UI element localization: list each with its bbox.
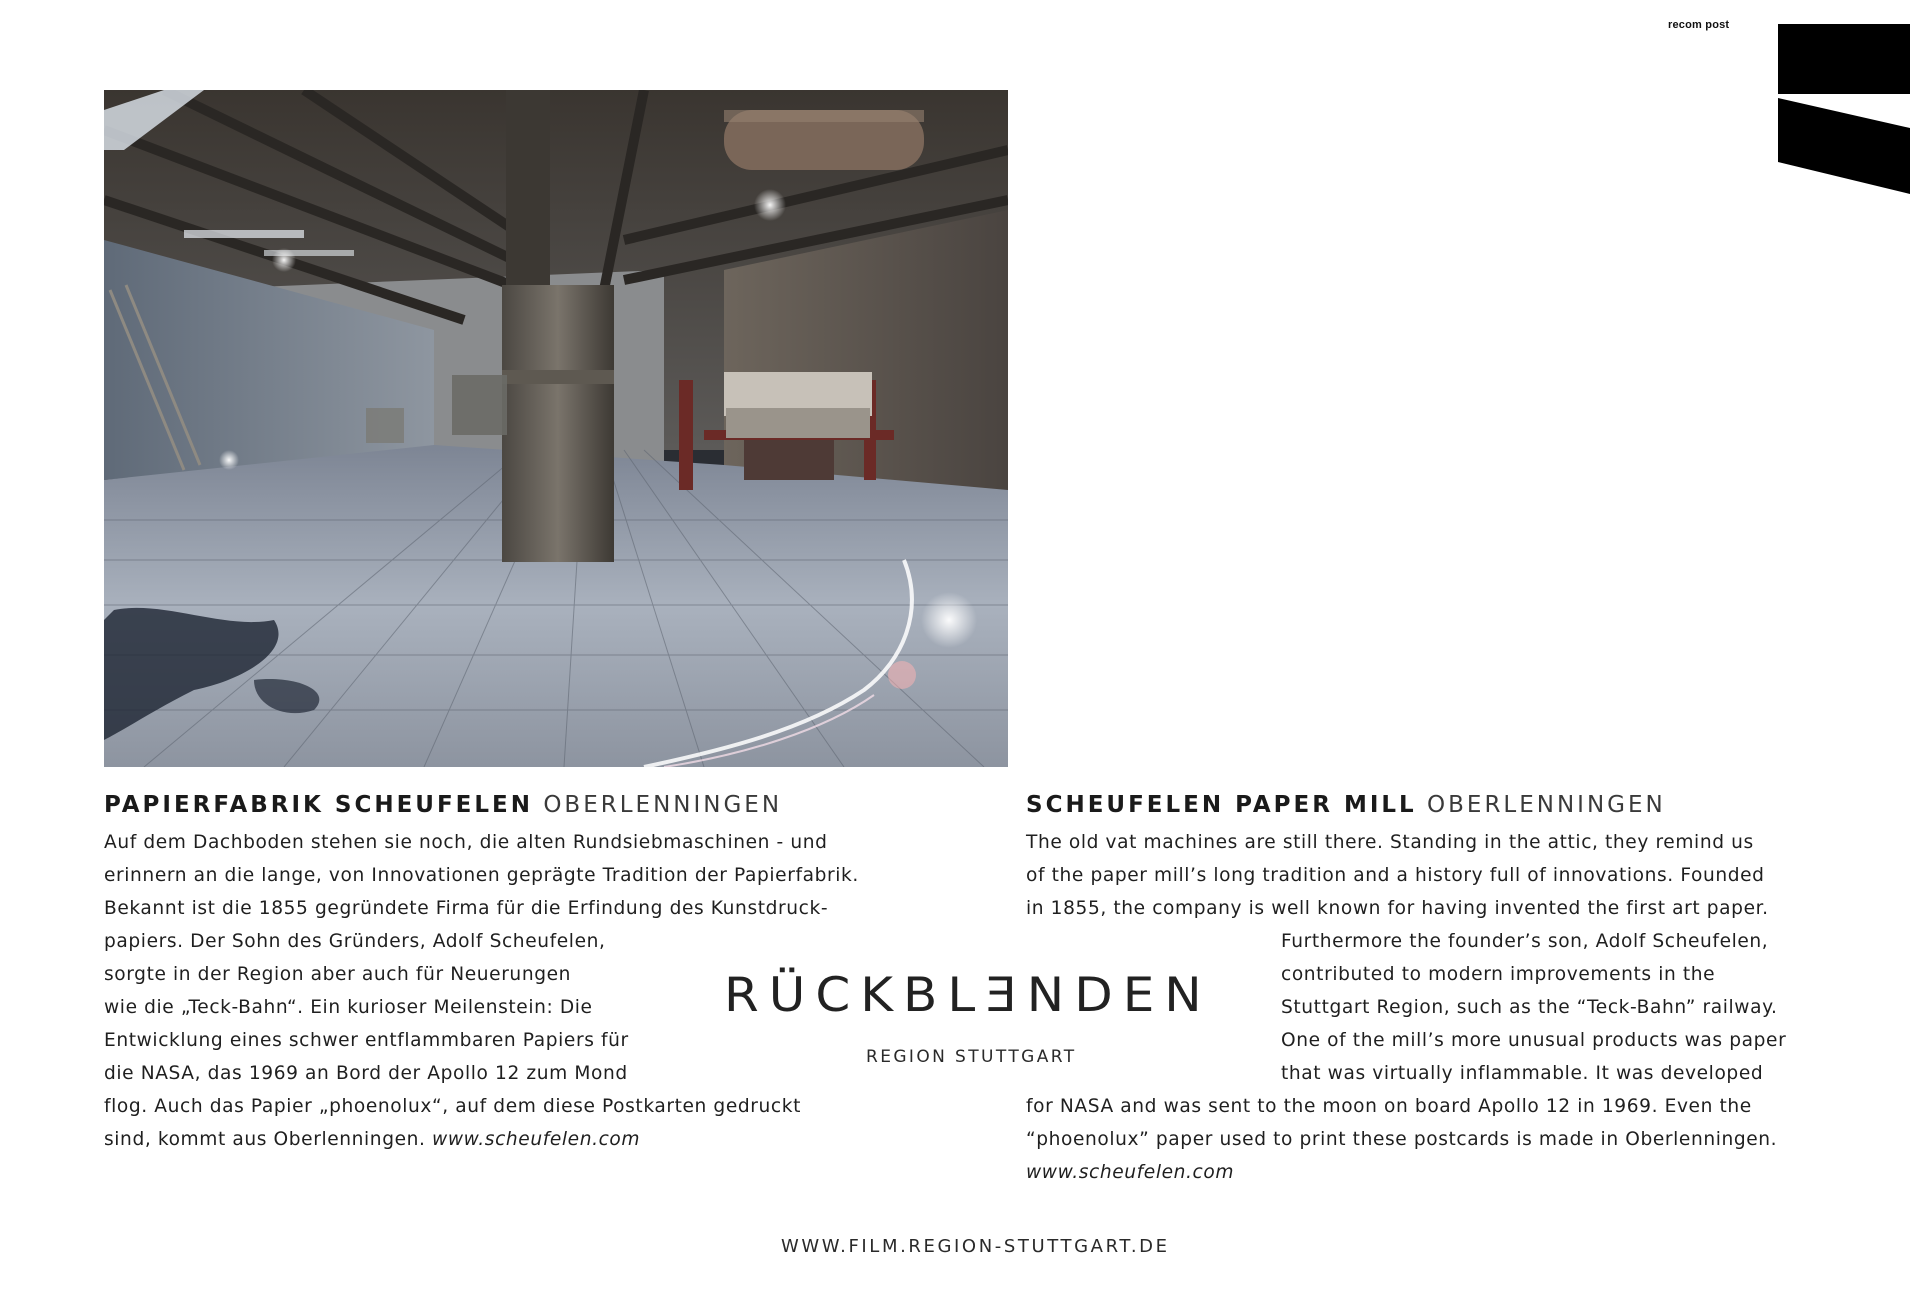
english-heading-bold: SCHEUFELEN PAPER MILL [1026, 792, 1417, 818]
english-heading [1026, 792, 1666, 818]
english-website-link[interactable]: www.scheufelen.com [1026, 1162, 1235, 1183]
english-line-10: “phoenolux” paper used to print these postcards is made in Oberlenningen. [1026, 1129, 1778, 1150]
rueckblenden-title: RÜCKBLƎNDEN [724, 967, 1212, 1023]
region-subtitle: REGION STUTTGART [866, 1047, 1077, 1067]
german-line-4: papiers. Der Sohn des Gründers, Adolf Scheufelen, [104, 931, 606, 952]
german-line-10 [104, 1123, 640, 1156]
german-line-3: Bekannt ist die 1855 gegründete Firma für die Erfindung des Kunstdruck- [104, 898, 829, 919]
english-line-8: that was virtually inflammable. It was developed [1281, 1063, 1764, 1084]
english-line-1: The old vat machines are still there. Standing in the attic, they remind us [1026, 832, 1754, 853]
german-line-9: flog. Auch das Papier „phoenolux“, auf dem diese Postkarten gedruckt [104, 1096, 801, 1117]
german-line-6: wie die „Teck-Bahn“. Ein kurioser Meilenstein: Die [104, 997, 593, 1018]
german-heading [104, 792, 782, 818]
brand-name: recom post [1668, 19, 1730, 31]
german-line-8: die NASA, das 1969 an Bord der Apollo 12 zum Mond [104, 1063, 628, 1084]
german-line-5: sorgte in der Region aber auch für Neuerungen [104, 964, 572, 985]
english-line-7: One of the mill’s more unusual products was paper [1281, 1030, 1787, 1051]
english-line-3: in 1855, the company is well known for having invented the first art paper. [1026, 898, 1769, 919]
english-line-9: for NASA and was sent to the moon on board Apollo 12 in 1969. Even the [1026, 1096, 1752, 1117]
german-line-2: erinnern an die lange, von Innovationen geprägte Tradition der Papierfabrik. [104, 865, 859, 886]
brand-logo [1770, 24, 1910, 194]
paper-mill-photo [104, 90, 1008, 767]
german-line-7: Entwicklung eines schwer entflammbaren Papiers für [104, 1030, 629, 1051]
german-line-1: Auf dem Dachboden stehen sie noch, die alten Rundsiebmaschinen - und [104, 832, 828, 853]
german-website-link[interactable]: www.scheufelen.com [432, 1129, 641, 1150]
german-heading-location: OBERLENNINGEN [543, 792, 783, 818]
english-line-2: of the paper mill’s long tradition and a history full of innovations. Founded [1026, 865, 1765, 886]
german-line-10-text: sind, kommt aus Oberlenningen. [104, 1129, 426, 1150]
english-heading-location: OBERLENNINGEN [1427, 792, 1666, 818]
english-line-4: Furthermore the founder’s son, Adolf Scheufelen, [1281, 931, 1769, 952]
english-line-5: contributed to modern improvements in the [1281, 964, 1716, 985]
footer-website-link[interactable]: WWW.FILM.REGION-STUTTGART.DE [781, 1236, 1170, 1257]
english-line-6: Stuttgart Region, such as the “Teck-Bahn” railway. [1281, 997, 1778, 1018]
german-heading-bold: PAPIERFABRIK SCHEUFELEN [104, 792, 534, 818]
